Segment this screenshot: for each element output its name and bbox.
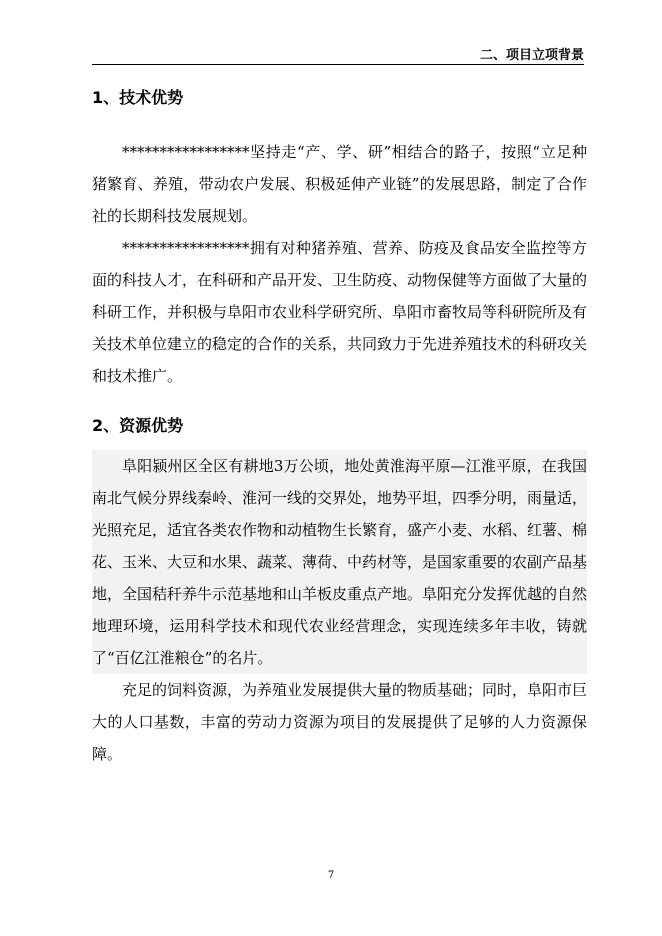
page-header (92, 40, 584, 65)
technology-paragraph-2: *****************拥有对种猪养殖、营养、防疫及食品安全监控等方面的科技人才，在科研和产品开发、卫生防疫、动物保健等方面做了大量的科研工作，并积极与阜阳市农业科学研究所、阜阳市畜牧局等科研院所及有关技术单位建立的稳定的合作的关系，共同致力于先进养殖技术的科研攻关和技术推广。 (92, 239, 588, 385)
page-number: 7 (327, 870, 335, 881)
resources-paragraph-2: 充足的饲料资源，为养殖业发展提供大量的物质基础；同时，阜阳市巨大的人口基数，丰富的劳动力资源为项目的发展提供了足够的人力资源保障。 (92, 681, 588, 763)
resources-paragraph-1: 阜阳颍州区全区有耕地3万公顷，地处黄淮海平原—江淮平原，在我国南北气候分界线秦岭、淮河一线的交界处，地势平坦，四季分明，雨量适，光照充足，适宜各类农作物和动植物生长繁育，盛产小麦、水稻、红薯、棉花、玉米、大豆和水果、蔬菜、薄荷、中药材等，是国家重要的农副产品基地，全国秸秆养牛示范基地和山羊板皮重点产地。阜阳充分发挥优越的自然地理环境，运用科学技术和现代农业经营理念，实现连续多年丰收，铸就了“百亿江淮粮仓”的名片。 (92, 450, 587, 674)
page-content (92, 80, 587, 770)
header-title: 二、项目立项背景 (479, 48, 584, 63)
technology-paragraph-1: *****************坚持走“产、学、研”相结合的路子，按照“立足种猪繁育、养殖，带动农户发展、积极延伸产业链”的发展思路，制定了合作社的长期科技发展规划。 (92, 143, 587, 225)
section-heading-resources: 2、资源优势 (92, 416, 184, 435)
section-heading-technology: 1、技术优势 (92, 88, 184, 107)
